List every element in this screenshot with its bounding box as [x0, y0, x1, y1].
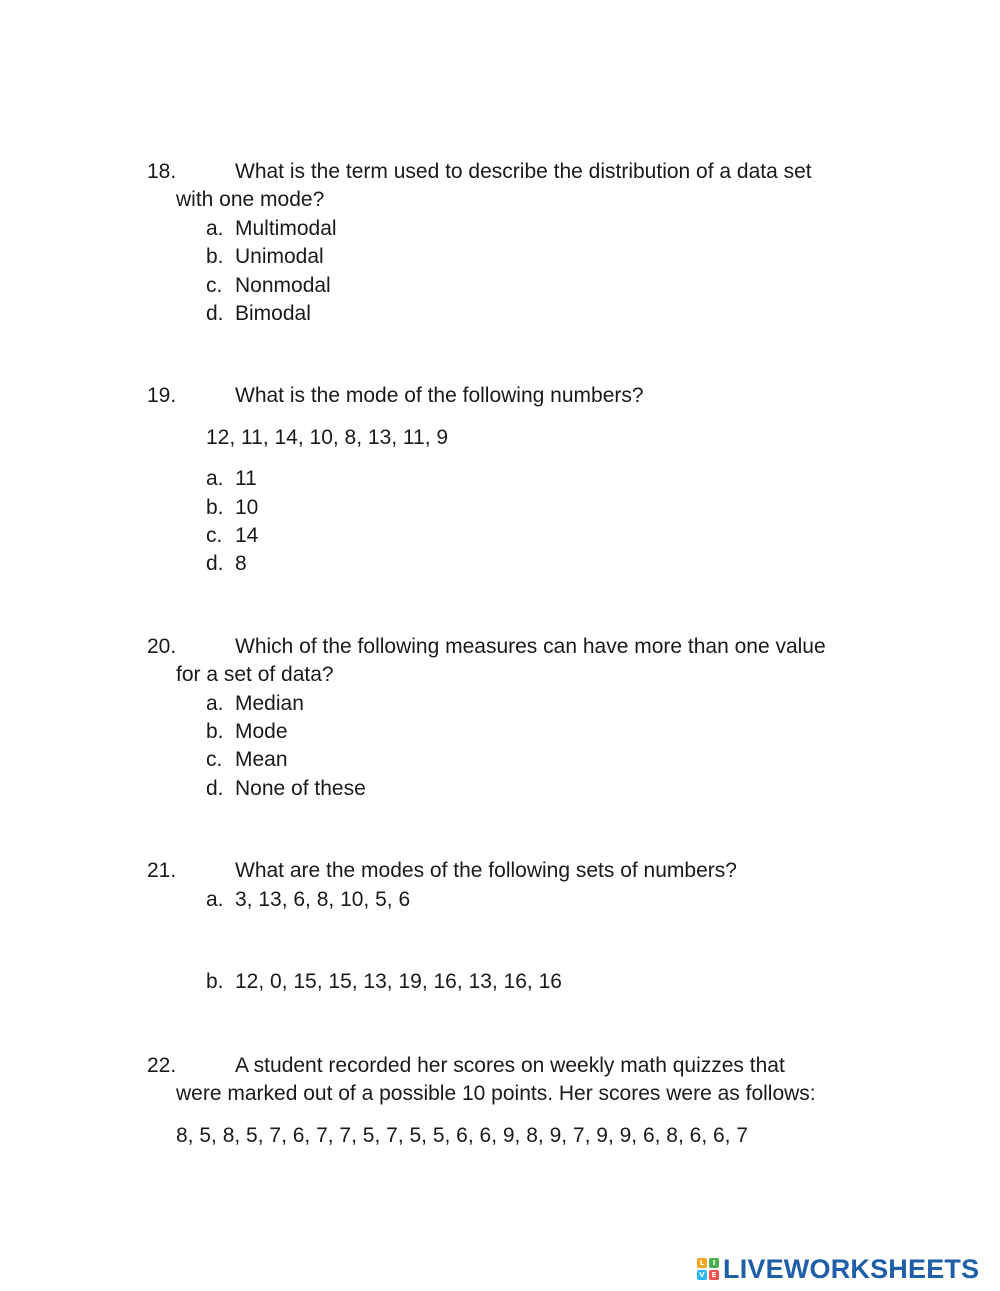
option-text: Bimodal	[235, 302, 311, 325]
question-text: What is the term used to describe the distribution of a data set	[235, 160, 812, 183]
question-number: 19.	[147, 384, 177, 407]
option-letter: d.	[206, 777, 224, 800]
option-text: Mode	[235, 720, 288, 743]
question-text: What is the mode of the following numbers?	[235, 384, 644, 407]
question-number: 20.	[147, 635, 177, 658]
logo-block: L	[697, 1258, 707, 1268]
logo-block: V	[697, 1270, 707, 1280]
option-letter: c.	[206, 524, 223, 547]
option-text: 12, 0, 15, 15, 13, 19, 16, 13, 16, 16	[235, 970, 562, 993]
liveworksheets-logo	[697, 1255, 979, 1283]
option-letter: a.	[206, 467, 224, 490]
option-text: 8	[235, 552, 247, 575]
option-letter: a.	[206, 888, 224, 911]
option-letter: c.	[206, 748, 223, 771]
logo-block: E	[709, 1270, 719, 1280]
question-text: What are the modes of the following sets of numbers?	[235, 859, 737, 882]
question-number: 21.	[147, 859, 177, 882]
option-text: Median	[235, 692, 304, 715]
logo-text: LIVEWORKSHEETS	[723, 1253, 980, 1284]
question-number: 22.	[147, 1054, 177, 1077]
option-letter: b.	[206, 720, 224, 743]
number-list: 12, 11, 14, 10, 8, 13, 11, 9	[206, 426, 449, 449]
question-text-continued: were marked out of a possible 10 points. Her scores were as follows:	[176, 1082, 816, 1105]
option-text: Nonmodal	[235, 274, 331, 297]
option-text: Unimodal	[235, 245, 324, 268]
logo-block: I	[709, 1258, 719, 1268]
question-text-continued: for a set of data?	[176, 663, 334, 686]
option-letter: d.	[206, 302, 224, 325]
option-text: 10	[235, 496, 259, 519]
option-text: 3, 13, 6, 8, 10, 5, 6	[235, 888, 411, 911]
option-letter: a.	[206, 692, 224, 715]
question-text: Which of the following measures can have more than one value	[235, 635, 826, 658]
option-text: 14	[235, 524, 259, 547]
option-letter: d.	[206, 552, 224, 575]
question-text: A student recorded her scores on weekly math quizzes that	[235, 1054, 785, 1077]
option-letter: b.	[206, 245, 224, 268]
option-letter: a.	[206, 217, 224, 240]
score-list: 8, 5, 8, 5, 7, 6, 7, 7, 5, 7, 5, 5, 6, 6, 9, 8, 9, 7, 9, 9, 6, 8, 6, 6, 7	[176, 1124, 749, 1147]
question-text-continued: with one mode?	[176, 188, 325, 211]
option-letter: b.	[206, 970, 224, 993]
option-letter: c.	[206, 274, 223, 297]
logo-blocks-icon	[697, 1258, 719, 1280]
option-text: Multimodal	[235, 217, 337, 240]
option-text: None of these	[235, 777, 366, 800]
option-text: 11	[235, 467, 257, 490]
option-text: Mean	[235, 748, 288, 771]
question-number: 18.	[147, 160, 177, 183]
option-letter: b.	[206, 496, 224, 519]
